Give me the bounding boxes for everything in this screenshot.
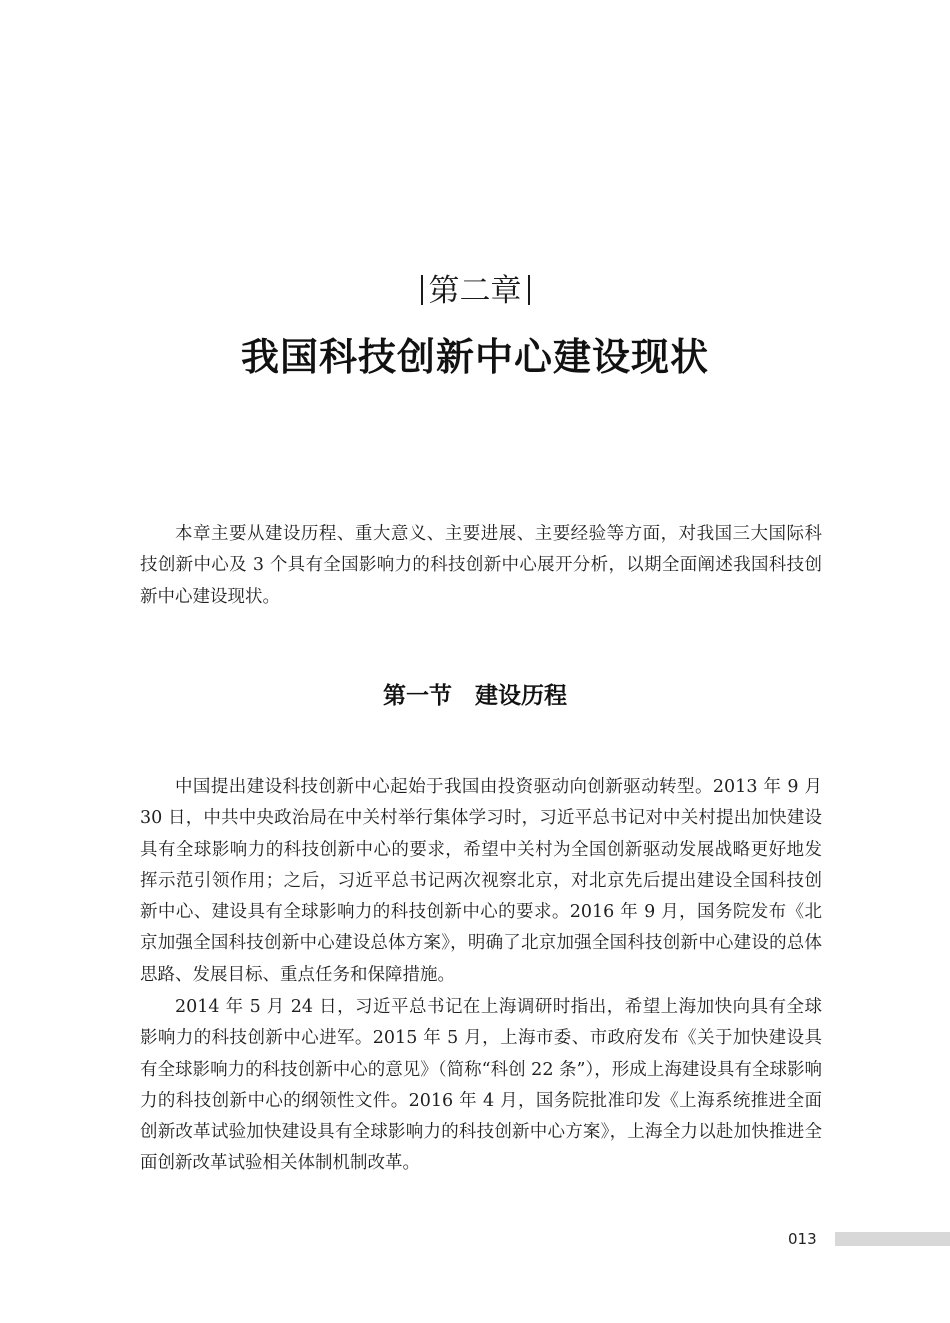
body-paragraph-1: 中国提出建设科技创新中心起始于我国由投资驱动向创新驱动转型。2013 年 9 月 30 日，中共中央政治局在中关村举行集体学习时，习近平总书记对中关村提出加快建设具有全球影响力的科技创新中心的要求，希望中关村为全国创新驱动发展战略更好地发挥示范引领作用；之后，习近平总书记两次视察北京，对北京先后提出建设全国科技创新中心、建设具有全球影响力的科技创新中心的要求。2016 年 9 月，国务院发布《北京加强全国科技创新中心建设总体方案》，明确了北京加强全国科技创新中心建设的总体思路、发展目标、重点任务和保障措施。 <box>140 777 822 985</box>
chapter-title: 我国科技创新中心建设现状 <box>240 335 709 379</box>
page-edge-tab <box>835 1232 950 1246</box>
body-paragraph-2: 2014 年 5 月 24 日，习近平总书记在上海调研时指出，希望上海加快向具有全球影响力的科技创新中心进军。2015 年 5 月，上海市委、市政府发布《关于加快建设具有全球影响力的科技创新中心的意见》（简称“科创 22 条”），形成上海建设具有全球影响力的科技创新中心的纲领性文件。2016 年 4 月，国务院批准印发《上海系统推进全面创新改革试验加快建设具有全球影响力的科技创新中心方案》，上海全力以赴加快推进全面创新改革试验相关体制机制改革。 <box>140 997 822 1174</box>
page-number: 013 <box>788 1230 817 1248</box>
chapter-label-right-bar <box>528 275 530 305</box>
chapter-label-text: 第二章 <box>428 273 522 309</box>
chapter-label-left-bar <box>421 275 423 305</box>
section-title: 第一节 建设历程 <box>383 683 567 709</box>
chapter-label <box>0 270 950 312</box>
intro-paragraph: 本章主要从建设历程、重大意义、主要进展、主要经验等方面，对我国三大国际科技创新中心及 3 个具有全国影响力的科技创新中心展开分析，以期全面阐述我国科技创新中心建设现状。 <box>140 524 822 607</box>
